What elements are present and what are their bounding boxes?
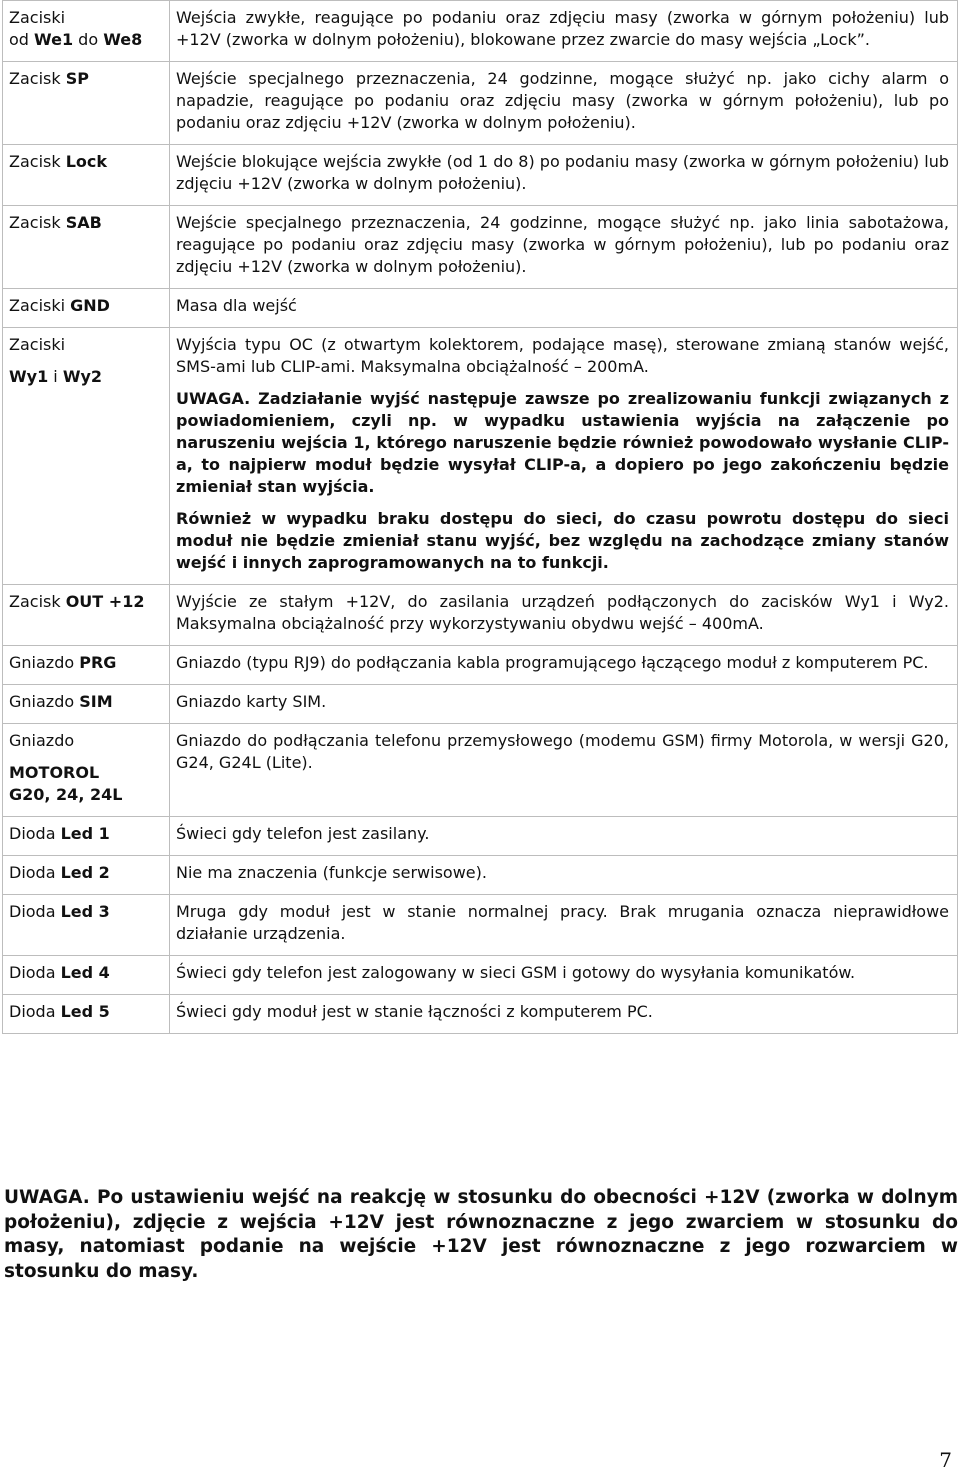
terminal-label-cell (3, 145, 170, 206)
description-paragraph (176, 68, 949, 134)
terminal-label-cell (3, 956, 170, 995)
description-paragraph (176, 212, 949, 278)
terminal-description-cell (170, 328, 958, 585)
label-text: do (73, 30, 104, 49)
description-paragraph (176, 730, 949, 774)
description-text: Gniazdo (typu RJ9) do podłączania kabla programującego łączącego moduł z komputerem PC. (176, 653, 929, 672)
table-row (3, 956, 958, 995)
description-paragraph (176, 334, 949, 378)
terminal-description-cell (170, 1, 958, 62)
label-text: PRG (79, 653, 117, 672)
description-text: Nie ma znaczenia (funkcje serwisowe). (176, 863, 487, 882)
label-text: SIM (79, 692, 113, 711)
terminal-label-line (9, 212, 163, 234)
terminal-label-cell (3, 62, 170, 145)
description-text: Świeci gdy moduł jest w stanie łączności z komputerem PC. (176, 1002, 653, 1021)
terminal-description-table (2, 0, 958, 1034)
description-paragraph (176, 388, 949, 498)
terminal-label-cell (3, 1, 170, 62)
label-text: Zacisk (9, 592, 66, 611)
description-text: Gniazdo karty SIM. (176, 692, 327, 711)
label-text: Dioda (9, 963, 61, 982)
label-text: Zacisk (9, 213, 66, 232)
table-row (3, 585, 958, 646)
label-text: Zaciski (9, 296, 71, 315)
terminal-label-line (9, 784, 163, 806)
label-text: We1 (34, 30, 74, 49)
table-row (3, 62, 958, 145)
terminal-description-cell (170, 817, 958, 856)
description-paragraph (176, 862, 949, 884)
description-text: Wejście specjalnego przeznaczenia, 24 godzinne, mogące służyć np. jako linia sabotażowa, reagujące po podaniu oraz zdjęciu masy (zworka w górnym położeniu), lub po podaniu oraz zdjęciu +12V (zworka w dolnym położeniu). (176, 213, 949, 276)
description-text: Wyjście ze stałym +12V, do zasilania urządzeń podłączonych do zacisków Wy1 i Wy2. Maksymalna obciążalność przy wykorzystywaniu obydwu wejść – 400mA. (176, 592, 949, 633)
terminal-description-cell (170, 62, 958, 145)
label-text: Zacisk (9, 152, 66, 171)
table-row (3, 145, 958, 206)
table-row (3, 289, 958, 328)
description-paragraph (176, 901, 949, 945)
terminal-label-line (9, 901, 163, 923)
table-body (3, 1, 958, 1034)
terminal-label-line (9, 862, 163, 884)
terminal-label-cell (3, 585, 170, 646)
label-text: SAB (65, 213, 102, 232)
terminal-label-line (9, 366, 163, 388)
label-text: Zaciski (9, 8, 66, 27)
label-text: Lock (65, 152, 108, 171)
description-paragraph (176, 151, 949, 195)
label-text: od (9, 30, 35, 49)
table-row (3, 724, 958, 817)
terminal-label-line (9, 691, 163, 713)
table-row (3, 206, 958, 289)
label-text: Gniazdo (9, 731, 75, 750)
label-text: Wy2 (62, 367, 103, 386)
description-paragraph (176, 295, 949, 317)
terminal-description-cell (170, 956, 958, 995)
table-row (3, 856, 958, 895)
description-text: Wejścia zwykłe, reagujące po podaniu oraz zdjęciu masy (zworka w górnym położeniu) lub +12V (zworka w dolnym położeniu), blokowane przez zwarcie do masy wejścia „Lock”. (176, 8, 949, 49)
description-paragraph (176, 1001, 949, 1023)
table-row (3, 685, 958, 724)
label-text: Led 2 (60, 863, 110, 882)
description-text: Wejście blokujące wejścia zwykłe (od 1 do 8) po podaniu masy (zworka w górnym położeniu) lub zdjęciu +12V (zworka w dolnym położeniu). (176, 152, 949, 193)
footer-warning-note: UWAGA. Po ustawieniu wejść na reakcję w stosunku do obecności +12V (zworka w dolnym położeniu), zdjęcie z wejścia +12V jest równoznaczne z jego zwarciem w stosunku do masy, natomiast podanie na wejście +12V jest równoznaczne z jego rozwarciem w stosunku do masy. (4, 1187, 958, 1282)
terminal-label-cell (3, 995, 170, 1034)
description-paragraph (176, 591, 949, 635)
label-text: We8 (103, 30, 143, 49)
description-paragraph (176, 508, 949, 574)
description-paragraph (176, 7, 949, 51)
label-text: Led 3 (60, 902, 110, 921)
description-text: Masa dla wejść (176, 296, 297, 315)
label-text: OUT +12 (65, 592, 145, 611)
description-text: Wyjścia typu OC (z otwartym kolektorem, podające masę), sterowane zmianą stanów wejść, SMS-ami lub CLIP-ami. Maksymalna obciążalność – 200mA. (176, 335, 949, 376)
label-text: Dioda (9, 902, 61, 921)
terminal-label-cell (3, 685, 170, 724)
terminal-label-line (9, 7, 163, 29)
description-text: Gniazdo do podłączania telefonu przemysłowego (modemu GSM) firmy Motorola, w wersji G20, G24, G24L (Lite). (176, 731, 949, 772)
description-paragraph (176, 691, 949, 713)
terminal-label-cell (3, 817, 170, 856)
terminal-description-cell (170, 206, 958, 289)
table-row (3, 328, 958, 585)
label-text: Gniazdo (9, 692, 80, 711)
table-row (3, 995, 958, 1034)
terminal-label-line (9, 730, 163, 752)
table-row (3, 646, 958, 685)
label-text: Zacisk (9, 69, 66, 88)
label-text: Led 5 (60, 1002, 110, 1021)
terminal-description-cell (170, 145, 958, 206)
terminal-label-cell (3, 328, 170, 585)
terminal-label-line (9, 652, 163, 674)
table-row (3, 817, 958, 856)
label-text: Led 4 (60, 963, 110, 982)
label-text: Led 1 (60, 824, 110, 843)
terminal-description-cell (170, 856, 958, 895)
terminal-label-line (9, 962, 163, 984)
label-text: MOTOROL (9, 763, 100, 782)
terminal-label-cell (3, 856, 170, 895)
terminal-label-line (9, 68, 163, 90)
label-text: GND (70, 296, 110, 315)
terminal-label-line (9, 1001, 163, 1023)
terminal-label-cell (3, 646, 170, 685)
terminal-label-line (9, 334, 163, 356)
table-row (3, 1, 958, 62)
description-text: Wejście specjalnego przeznaczenia, 24 godzinne, mogące służyć np. jako cichy alarm o napadzie, reagujące po podaniu oraz zdjęciu masy (zworka w górnym położeniu), lub po podaniu oraz zdjęciu +12V (zworka w dolnym położeniu). (176, 69, 949, 132)
label-text: G20, 24, 24L (9, 785, 123, 804)
terminal-label-line (9, 295, 163, 317)
description-text: Również w wypadku braku dostępu do sieci, do czasu powrotu dostępu do sieci moduł nie będzie zmieniał stanu wyjść, bez względu na zachodzące zmiany stanów wejść i innych zaprogramowanych na to funkcji. (176, 509, 949, 572)
table-row (3, 895, 958, 956)
terminal-description-cell (170, 685, 958, 724)
description-text: Mruga gdy moduł jest w stanie normalnej pracy. Brak mrugania oznacza nieprawidłowe działanie urządzenia. (176, 902, 949, 943)
terminal-description-cell (170, 724, 958, 817)
label-text: Wy1 (9, 367, 49, 386)
label-text: SP (65, 69, 89, 88)
description-text: UWAGA. Zadziałanie wyjść następuje zawsze po zrealizowaniu funkcji związanych z powiadomieniem, czyli np. w wypadku ustawienia wyjścia na załączenie po naruszeniu wejścia 1, którego naruszenie będzie również powodowało wysłanie CLIP-a, to najpierw moduł będzie wysyłał CLIP-a, a dopiero po jego zakończeniu będzie zmieniał stan wyjścia. (176, 389, 949, 496)
terminal-label-cell (3, 895, 170, 956)
terminal-label-line (9, 591, 163, 613)
terminal-label-line (9, 151, 163, 173)
label-text: i (48, 367, 63, 386)
terminal-description-cell (170, 289, 958, 328)
terminal-description-cell (170, 995, 958, 1034)
description-text: Świeci gdy telefon jest zalogowany w sieci GSM i gotowy do wysyłania komunikatów. (176, 963, 856, 982)
description-text: Świeci gdy telefon jest zasilany. (176, 824, 430, 843)
terminal-label-cell (3, 289, 170, 328)
label-text: Gniazdo (9, 653, 80, 672)
terminal-label-cell (3, 724, 170, 817)
description-paragraph (176, 962, 949, 984)
description-paragraph (176, 652, 949, 674)
terminal-label-line (9, 823, 163, 845)
description-paragraph (176, 823, 949, 845)
label-text: Zaciski (9, 335, 66, 354)
terminal-description-cell (170, 585, 958, 646)
terminal-label-line (9, 29, 163, 51)
terminal-description-cell (170, 646, 958, 685)
page-number: 7 (939, 1448, 952, 1472)
label-text: Dioda (9, 1002, 61, 1021)
terminal-label-line (9, 762, 163, 784)
terminal-description-cell (170, 895, 958, 956)
label-text: Dioda (9, 824, 61, 843)
label-text: Dioda (9, 863, 61, 882)
terminal-label-cell (3, 206, 170, 289)
